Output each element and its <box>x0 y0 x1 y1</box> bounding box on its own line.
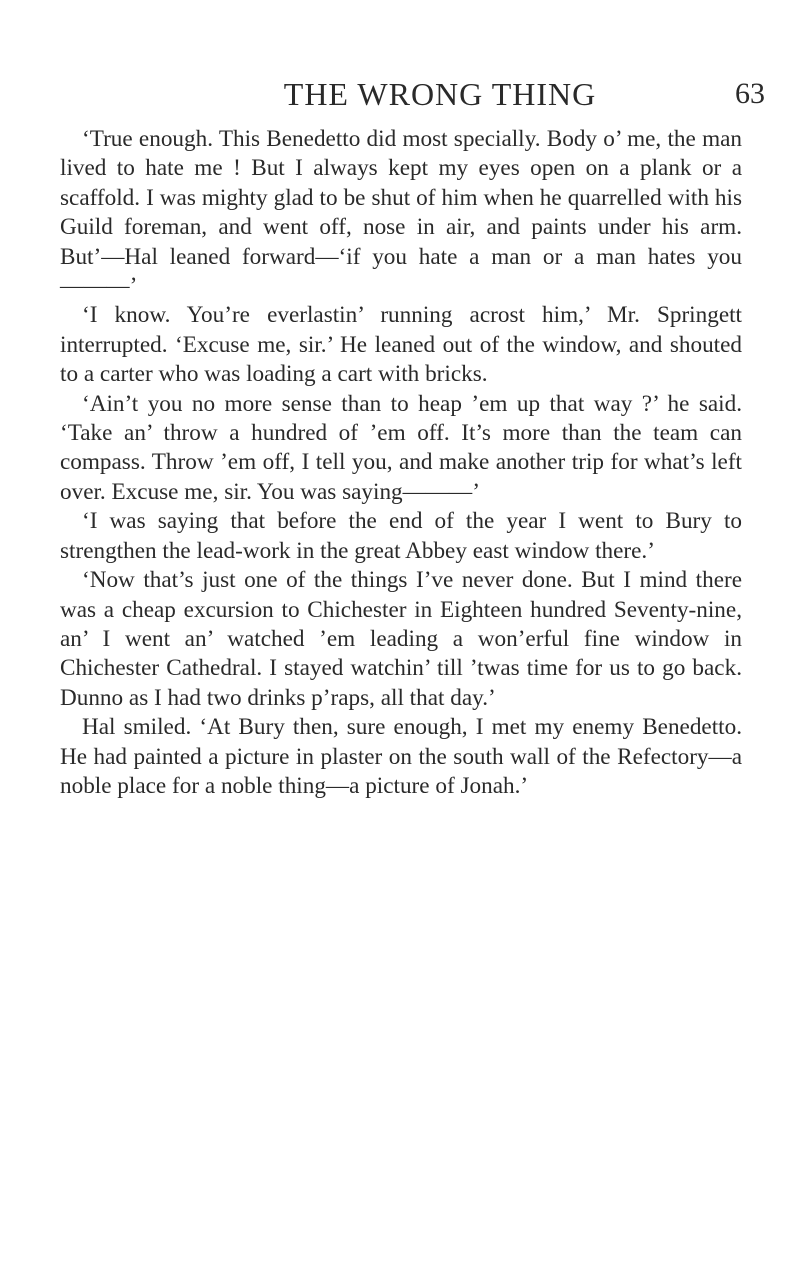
paragraph: ‘I know. You’re everlastin’ running acrost him,’ Mr. Springett interrupted. ‘Excuse me, sir.’ He leaned out of the window, and shouted to a carter who was loading a cart with bricks. <box>60 302 742 388</box>
running-head <box>60 74 765 114</box>
paragraph: ‘Now that’s just one of the things I’ve never done. But I mind there was a cheap excursion to Chichester in Eighteen hundred Seventy-nine, an’ I went an’ watched ’em leading a won’erful fine window in Chichester Cathedral. I stayed watchin’ till ’twas time for us to go back. Dunno as I had two drinks p’raps, all that day.’ <box>60 567 742 711</box>
body-text <box>60 125 742 801</box>
paragraph: ‘I was saying that before the end of the year I went to Bury to strengthen the lead-work in the great Abbey east window there.’ <box>60 508 742 564</box>
paragraph: ‘True enough. This Benedetto did most specially. Body o’ me, the man lived to hate me ! But I always kept my eyes open on a plank or a scaffold. I was mighty glad to be shut of him when he quarrelled with his Guild foreman, and went off, nose in air, and paints under his arm. But’—Hal leaned forward—‘if you hate a man or a man hates you———’ <box>60 126 742 300</box>
paragraph: ‘Ain’t you no more sense than to heap ’em up that way ?’ he said. ‘Take an’ throw a hundred of ’em off. It’s more than the team can compass. Throw ’em off, I tell you, and make another trip for what’s left over. Excuse me, sir. You was saying———’ <box>60 390 742 505</box>
running-title: THE WRONG THING <box>283 76 597 112</box>
page-number: 63 <box>735 77 765 110</box>
paragraph: Hal smiled. ‘At Bury then, sure enough, I met my enemy Benedetto. He had painted a picture in plaster on the south wall of the Refectory—a noble place for a noble thing—a picture of Jonah.’ <box>60 714 742 799</box>
